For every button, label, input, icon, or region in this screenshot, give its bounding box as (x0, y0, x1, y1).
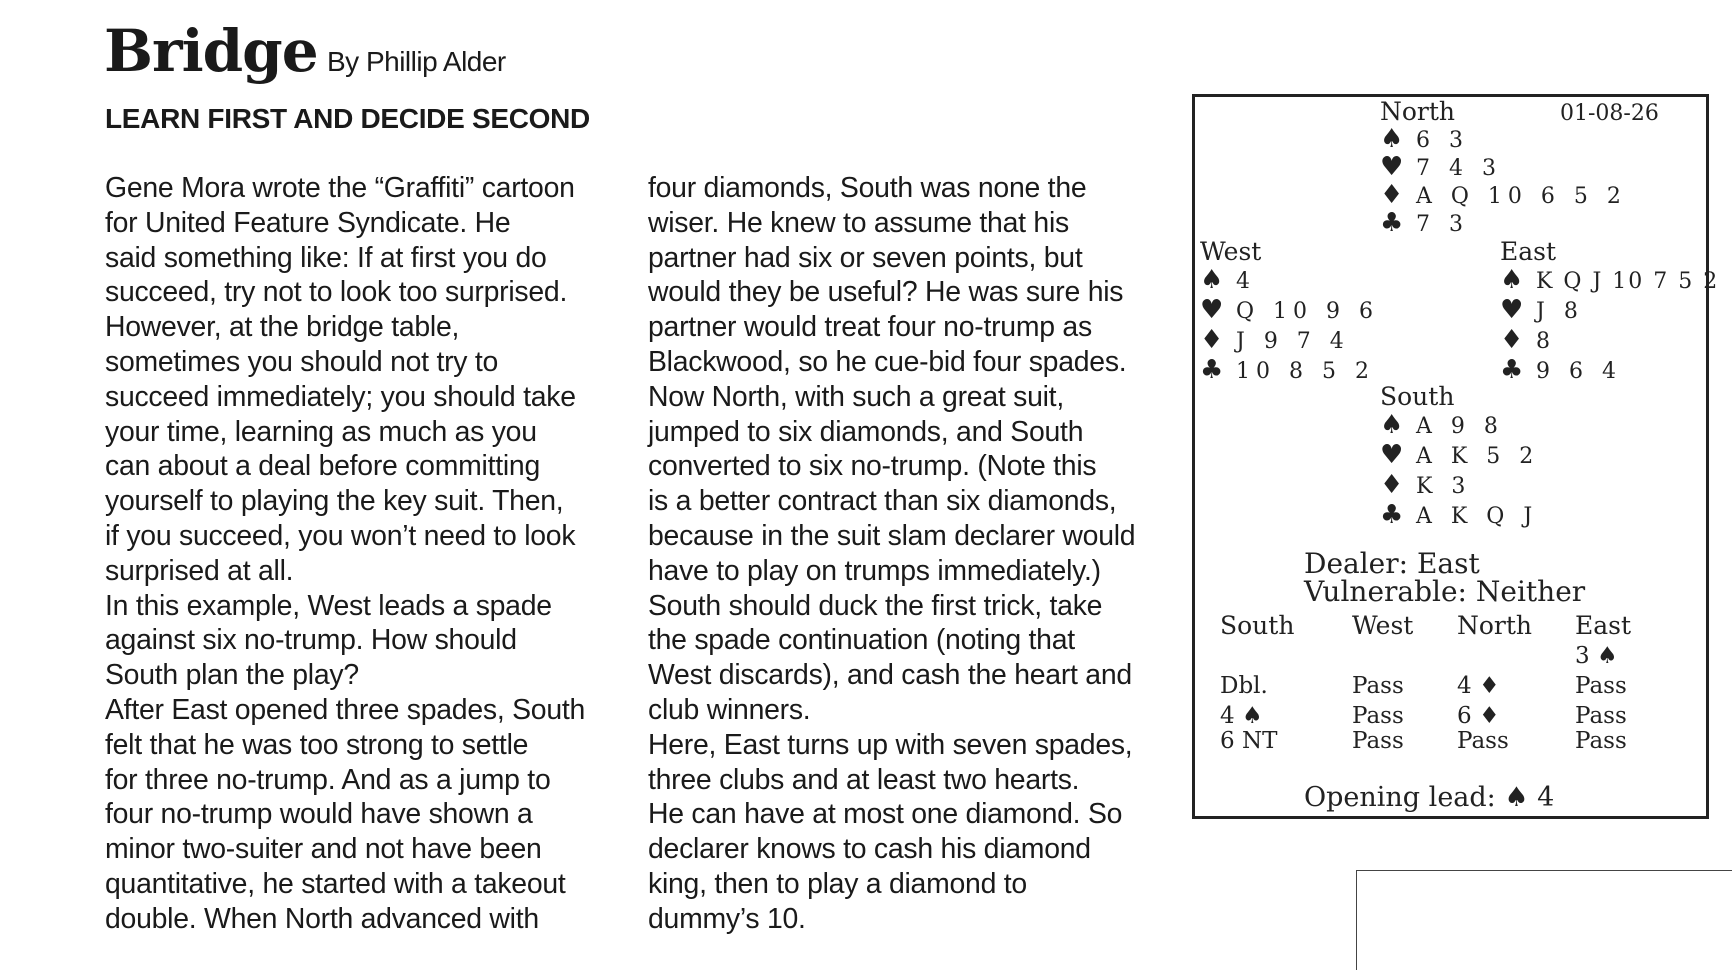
south-hearts: A K 5 2 (1416, 444, 1540, 469)
east-clubs-row (1500, 355, 1622, 387)
article-headline: LEARN FIRST AND DECIDE SECOND (105, 103, 590, 134)
club-icon: ♣ (1500, 355, 1524, 385)
auction-bid: 6 ♦ (1457, 703, 1500, 729)
article-line: South plan the play? (105, 659, 359, 692)
spade-icon: ♠ (1380, 124, 1404, 154)
article-line: if you succeed, you won’t need to look (105, 519, 576, 552)
article-line: would they be useful? He was sure his (648, 276, 1124, 309)
article-line: the spade continuation (noting that (648, 624, 1075, 657)
auction-bid: 6 NT (1220, 728, 1278, 754)
article-line: your time, learning as much as you (105, 415, 537, 448)
article-column-1 (105, 171, 585, 937)
auction-header-east: East (1575, 611, 1632, 640)
article-line: is a better contract than six diamonds, (648, 485, 1117, 518)
article-column-2 (648, 171, 1135, 937)
auction-bid: Pass (1352, 703, 1404, 729)
article-line: Gene Mora wrote the “Graffiti” cartoon (105, 172, 575, 204)
article-line: for United Feature Syndicate. He (105, 206, 511, 239)
article-line: Blackwood, so he cue-bid four spades. (648, 345, 1127, 378)
club-icon: ♣ (1200, 355, 1224, 385)
south-spades-row (1380, 410, 1504, 442)
spade-icon: ♠ (1380, 410, 1404, 440)
east-hearts-row (1500, 295, 1584, 327)
article-line: dummy’s 10. (648, 902, 806, 935)
east-spades-row (1500, 265, 1719, 297)
article-line: yourself to playing the key suit. Then, (105, 485, 564, 518)
heart-icon: ♥ (1380, 152, 1404, 182)
east-spades: K Q J 10 7 5 2 (1536, 269, 1720, 294)
article-line: succeed, try not to look too surprised. (105, 276, 568, 309)
article-line: double. When North advanced with (105, 902, 539, 935)
south-diamonds-row (1380, 470, 1471, 502)
north-diamonds: A Q 10 6 5 2 (1416, 184, 1627, 209)
east-label: East (1500, 237, 1557, 266)
auction-bid: 3 ♠ (1575, 643, 1618, 669)
auction-bid: Pass (1575, 673, 1627, 699)
article-line: West discards), and cash the heart and (648, 659, 1132, 692)
article-line: After East opened three spades, South (105, 693, 586, 726)
auction-header-west: West (1352, 611, 1414, 640)
auction-bid: Pass (1457, 728, 1509, 754)
article-line: However, at the bridge table, (105, 311, 460, 344)
column-title: Bridge (104, 17, 318, 85)
south-spades: A 9 8 (1416, 414, 1504, 439)
east-hearts: J 8 (1536, 299, 1584, 324)
east-clubs: 9 6 4 (1536, 359, 1622, 384)
north-spades: 6 3 (1416, 128, 1469, 153)
west-hearts: Q 10 9 6 (1236, 299, 1380, 324)
opening-lead: Opening lead: ♠ 4 (1304, 782, 1555, 813)
adjacent-box-border (1356, 870, 1732, 970)
auction-header-south: South (1220, 611, 1295, 640)
article-line: jumped to six diamonds, and South (648, 415, 1084, 448)
article-line: three clubs and at least two hearts. (648, 763, 1080, 796)
south-clubs-row (1380, 500, 1538, 532)
club-icon: ♣ (1380, 208, 1404, 238)
heart-icon: ♥ (1500, 295, 1524, 325)
article-line: sometimes you should not try to (105, 345, 499, 378)
article-line: have to play on trumps immediately.) (648, 554, 1101, 587)
article-line: said something like: If at first you do (105, 241, 547, 274)
article-line: club winners. (648, 693, 811, 726)
north-label: North (1380, 97, 1456, 126)
article-line: felt that he was too strong to settle (105, 728, 529, 761)
west-spades: 4 (1236, 269, 1256, 294)
article-line: because in the suit slam declarer would (648, 519, 1136, 552)
heart-icon: ♥ (1200, 295, 1224, 325)
auction-bid: 4 ♠ (1220, 703, 1263, 729)
auction-bid: Pass (1575, 728, 1627, 754)
auction-bid: 4 ♦ (1457, 673, 1500, 699)
article-line: surprised at all. (105, 554, 294, 587)
west-clubs: 10 8 5 2 (1236, 359, 1375, 384)
article-line: South should duck the first trick, take (648, 589, 1103, 622)
north-clubs: 7 3 (1416, 212, 1469, 237)
south-hearts-row (1380, 440, 1539, 472)
west-label: West (1200, 237, 1262, 266)
bridge-diagram (1192, 94, 1720, 819)
auction-bid: Dbl. (1220, 673, 1268, 699)
auction-bid: Pass (1352, 728, 1404, 754)
north-hearts: 7 4 3 (1416, 156, 1502, 181)
spade-icon: ♠ (1200, 265, 1224, 295)
article-line: can about a deal before committing (105, 450, 540, 483)
west-spades-row (1200, 265, 1256, 297)
vulnerability-info: Vulnerable: Neither (1304, 575, 1586, 608)
article-line: declarer knows to cash his diamond (648, 833, 1091, 866)
east-diamonds-row (1500, 325, 1556, 357)
article-line: against six no-trump. How should (105, 624, 517, 657)
article-line: partner had six or seven points, but (648, 241, 1083, 274)
west-diamonds: J 9 7 4 (1236, 329, 1350, 354)
article-line: for three no-trump. And as a jump to (105, 763, 551, 796)
article-line: Here, East turns up with seven spades, (648, 728, 1133, 761)
dealer-info: Dealer: East (1304, 547, 1480, 580)
article-line: wiser. He knew to assume that his (648, 206, 1069, 239)
south-clubs: A K Q J (1416, 504, 1539, 529)
article-line: Now North, with such a great suit, (648, 380, 1064, 413)
spade-icon: ♠ (1500, 265, 1524, 295)
auction-header-north: North (1457, 611, 1533, 640)
diamond-icon: ♦ (1500, 325, 1524, 355)
article-line: quantitative, he started with a takeout (105, 867, 566, 900)
auction-bid: Pass (1575, 703, 1627, 729)
article-line: minor two-suiter and not have been (105, 833, 542, 866)
article-line: four no-trump would have shown a (105, 798, 533, 831)
east-diamonds: 8 (1536, 329, 1556, 354)
west-diamonds-row (1200, 325, 1350, 357)
deal-date: 01-08-26 (1560, 101, 1659, 126)
article-line: He can have at most one diamond. So (648, 798, 1123, 831)
auction-bid: Pass (1352, 673, 1404, 699)
article-line: king, then to play a diamond to (648, 867, 1027, 900)
west-clubs-row (1200, 355, 1375, 387)
south-diamonds: K 3 (1416, 474, 1472, 499)
north-clubs-row (1380, 208, 1469, 240)
diamond-icon: ♦ (1200, 325, 1224, 355)
article-line: partner would treat four no-trump as (648, 311, 1092, 344)
article-line: four diamonds, South was none the (648, 172, 1087, 204)
west-hearts-row (1200, 295, 1379, 327)
article-line: In this example, West leads a spade (105, 589, 552, 622)
article-line: succeed immediately; you should take (105, 380, 576, 413)
diamond-icon: ♦ (1380, 180, 1404, 210)
article-line: converted to six no-trump. (Note this (648, 450, 1097, 483)
byline: By Phillip Alder (327, 46, 506, 77)
heart-icon: ♥ (1380, 440, 1404, 470)
diamond-icon: ♦ (1380, 470, 1404, 500)
south-label: South (1380, 382, 1455, 411)
club-icon: ♣ (1380, 500, 1404, 530)
